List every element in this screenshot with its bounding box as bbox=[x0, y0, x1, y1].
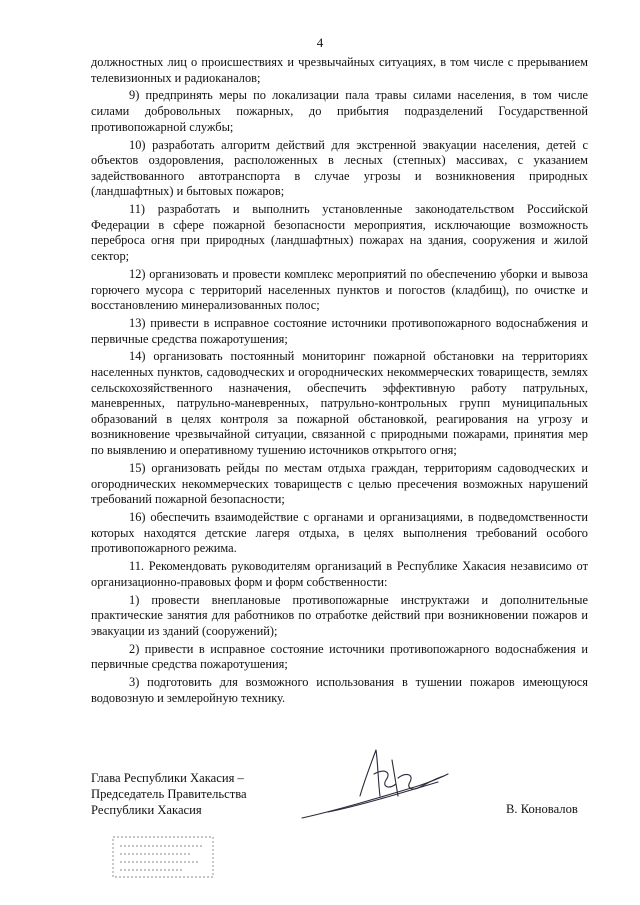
paragraph: 15) организовать рейды по местам отдыха граждан, территориям садоводческих и огороднических некоммерческих товариществ с целью пресечения возможных нарушений требований пожарной безопасности; bbox=[91, 460, 588, 507]
signatory-title-line: Республики Хакасия bbox=[91, 803, 202, 817]
signatory-title-line: Глава Республики Хакасия – bbox=[91, 771, 244, 785]
signatory-title bbox=[91, 770, 247, 818]
paragraph: 2) привести в исправное состояние источники противопожарного водоснабжения и первичные средства пожаротушения; bbox=[91, 641, 588, 672]
paragraph: 16) обеспечить взаимодействие с органами и организациями, в подведомственности которых находятся детские лагеря отдыха, в целях выполнения требований особого противопожарного режима. bbox=[91, 510, 588, 556]
document-body bbox=[91, 55, 588, 709]
paragraph: 11) разработать и выполнить установленные законодательством Российской Федерации в сфере пожарной безопасности мероприятия, исключающие возможность переброса огня при природных (ландшафтных) пожарах на здания, сооружения и жилой сектор; bbox=[91, 202, 588, 264]
page-number: 4 bbox=[316, 35, 324, 50]
signer-name: В. Коновалов bbox=[506, 802, 578, 816]
signatory-title-line: Председатель Правительства bbox=[91, 787, 247, 801]
paragraph: должностных лиц о происшествиях и чрезвычайных ситуациях, в том числе с прерыванием телевизионных и радиоканалов; bbox=[91, 55, 588, 85]
paragraph: 13) привести в исправное состояние источники противопожарного водоснабжения и первичные средства пожаротушения; bbox=[91, 315, 588, 346]
registration-stamp bbox=[112, 836, 232, 882]
paragraph: 14) организовать постоянный мониторинг пожарной обстановки на территориях населенных пунктов, садоводческих и огороднических некоммерческих товариществ, землях сельскохозяйственного назначения, обеспечить эффективную работу патрульных, маневренных, патрульно-маневренных, патрульно-контрольных групп муниципальных образований в целях контроля за пожарной обстановкой, реагирования на угрозу и возникновение чрезвычайной ситуации, связанной с природными пожарами, принятия мер по выявлению и оперативному тушению источников открытого огня; bbox=[91, 349, 588, 458]
paragraph: 3) подготовить для возможного использования в тушении пожаров имеющуюся водовозную и землеройную технику. bbox=[91, 675, 588, 705]
paragraph: 12) организовать и провести комплекс мероприятий по обеспечению уборки и вывоза горючего мусора с территорий населенных пунктов и погостов (кладбищ), по очистке и восстановлению минерализованных полос; bbox=[91, 266, 588, 313]
paragraph: 1) провести внеплановые противопожарные инструктажи и дополнительные практические занятия для работников по отработке действий при возникновении пожаров и эвакуации из зданий (сооружений); bbox=[91, 592, 588, 638]
paragraph: 9) предпринять меры по локализации пала травы силами населения, в том числе силами добровольных пожарных, до прибытия подразделений Государственной противопожарной службы; bbox=[91, 88, 588, 134]
paragraph: 10) разработать алгоритм действий для экстренной эвакуации населения, детей с объектов оздоровления, расположенных в лесных (степных) массивах, с указанием задействованного автотранспорта в случае угрозы и возникновения природных (ландшафтных) и бытовых пожаров; bbox=[91, 137, 588, 199]
handwritten-signature bbox=[298, 738, 458, 828]
paragraph: 11. Рекомендовать руководителям организаций в Республике Хакасия независимо от организационно-правовых форм и форм собственности: bbox=[91, 559, 588, 589]
